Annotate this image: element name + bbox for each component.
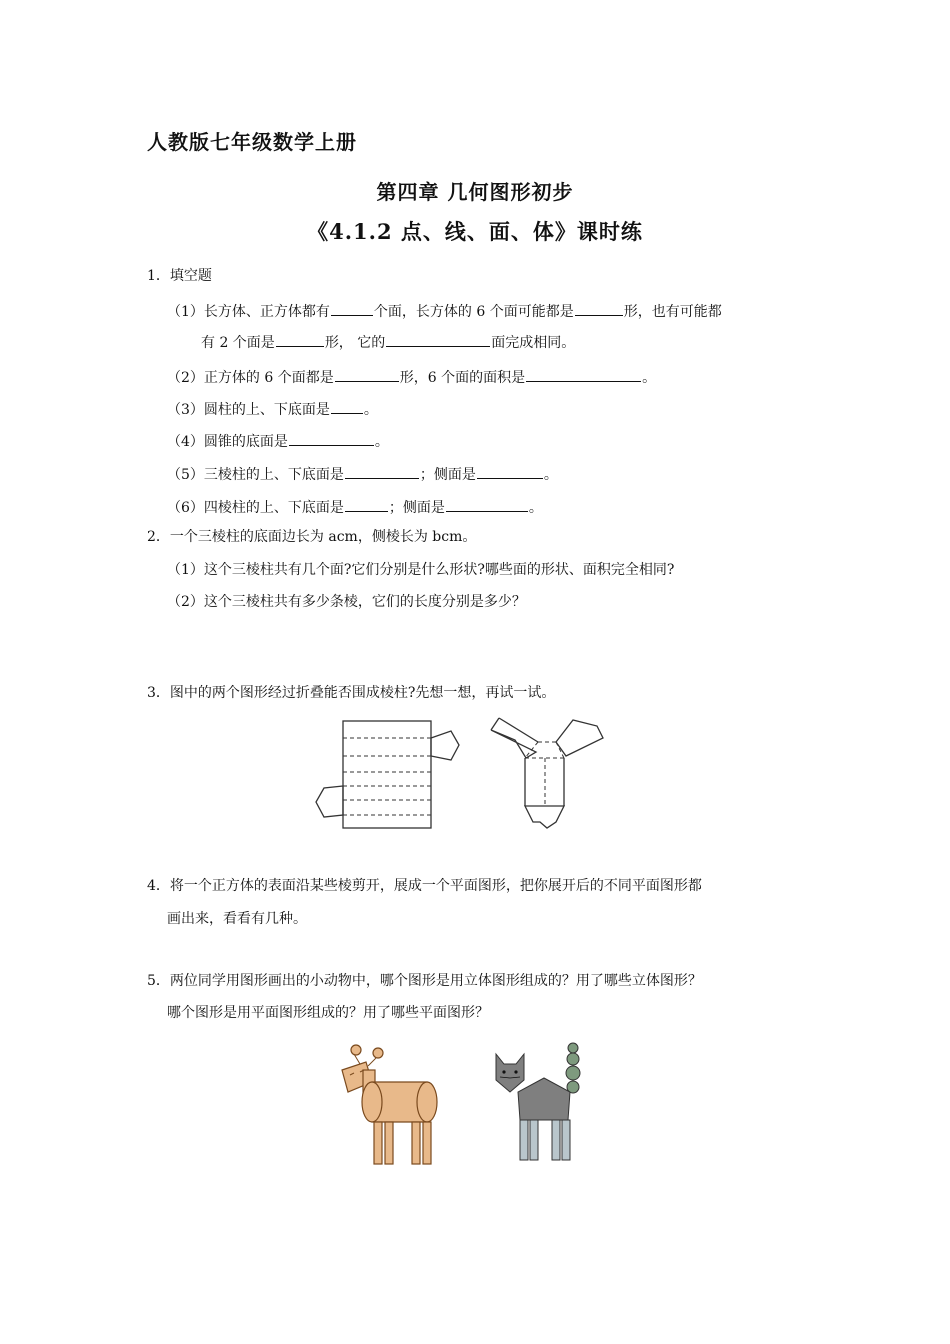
flat-shape-cat-figure	[490, 1040, 590, 1165]
answer-blank[interactable]	[477, 463, 543, 479]
question-2-label: 2．一个三棱柱的底面边长为 acm，侧棱长为 bcm。	[147, 529, 477, 545]
answer-blank[interactable]	[289, 430, 374, 446]
answer-blank[interactable]	[446, 496, 528, 512]
question-4-line2: 画出来，看看有几种。	[167, 911, 307, 927]
book-title: 人教版七年级数学上册	[147, 130, 357, 154]
question-4-line1: 4．将一个正方体的表面沿某些棱剪开，展成一个平面图形，把你展开后的不同平面图形都	[147, 878, 702, 894]
q1-item-1-line1: （1）长方体、正方体都有 个面，长方体的 6 个面可能都是 形，也有可能都	[167, 300, 722, 321]
q1-item-6: （6）四棱柱的上、下底面是 ；侧面是 。	[167, 496, 543, 517]
answer-blank[interactable]	[526, 366, 641, 382]
question-5-line2: 哪个图形是用平面图形组成的？用了哪些平面图形？	[167, 1005, 489, 1021]
question-1-label: 1．填空题	[147, 268, 212, 284]
question-5-line1: 5．两位同学用图形画出的小动物中，哪个图形是用立体图形组成的？用了哪些立体图形？	[147, 973, 702, 989]
q1-item-3: （3）圆柱的上、下底面是 。	[167, 398, 378, 419]
answer-blank[interactable]	[386, 331, 490, 347]
q1-item-4: （4）圆锥的底面是 。	[167, 430, 389, 451]
q1-item-2: （2）正方体的 6 个面都是 形，6 个面的面积是 。	[167, 366, 656, 387]
answer-blank[interactable]	[345, 463, 419, 479]
question-3-label: 3．图中的两个图形经过折叠能否围成棱柱?先想一想，再试一试。	[147, 685, 556, 701]
chapter-title: 第四章 几何图形初步	[376, 180, 574, 204]
q1-item-5: （5）三棱柱的上、下底面是 ；侧面是 。	[167, 463, 558, 484]
lesson-title: 《4.1.2 点、线、面、体》课时练	[307, 219, 643, 244]
q2-sub-2: （2）这个三棱柱共有多少条棱，它们的长度分别是多少？	[167, 594, 526, 610]
answer-blank[interactable]	[575, 300, 623, 316]
answer-blank[interactable]	[345, 496, 388, 512]
answer-blank[interactable]	[331, 300, 373, 316]
q2-sub-1: （1）这个三棱柱共有几个面?它们分别是什么形状?哪些面的形状、面积完全相同?	[167, 562, 675, 578]
wooden-animal-figure	[336, 1040, 446, 1170]
answer-blank[interactable]	[335, 366, 399, 382]
prism-net-y-shape-figure	[485, 712, 610, 832]
q1-item-1-line2: 有 2 个面是 形， 它的 面完成相同。	[201, 331, 575, 352]
answer-blank[interactable]	[276, 331, 324, 347]
answer-blank[interactable]	[331, 398, 363, 414]
prism-net-hexagon-figure	[310, 718, 465, 833]
